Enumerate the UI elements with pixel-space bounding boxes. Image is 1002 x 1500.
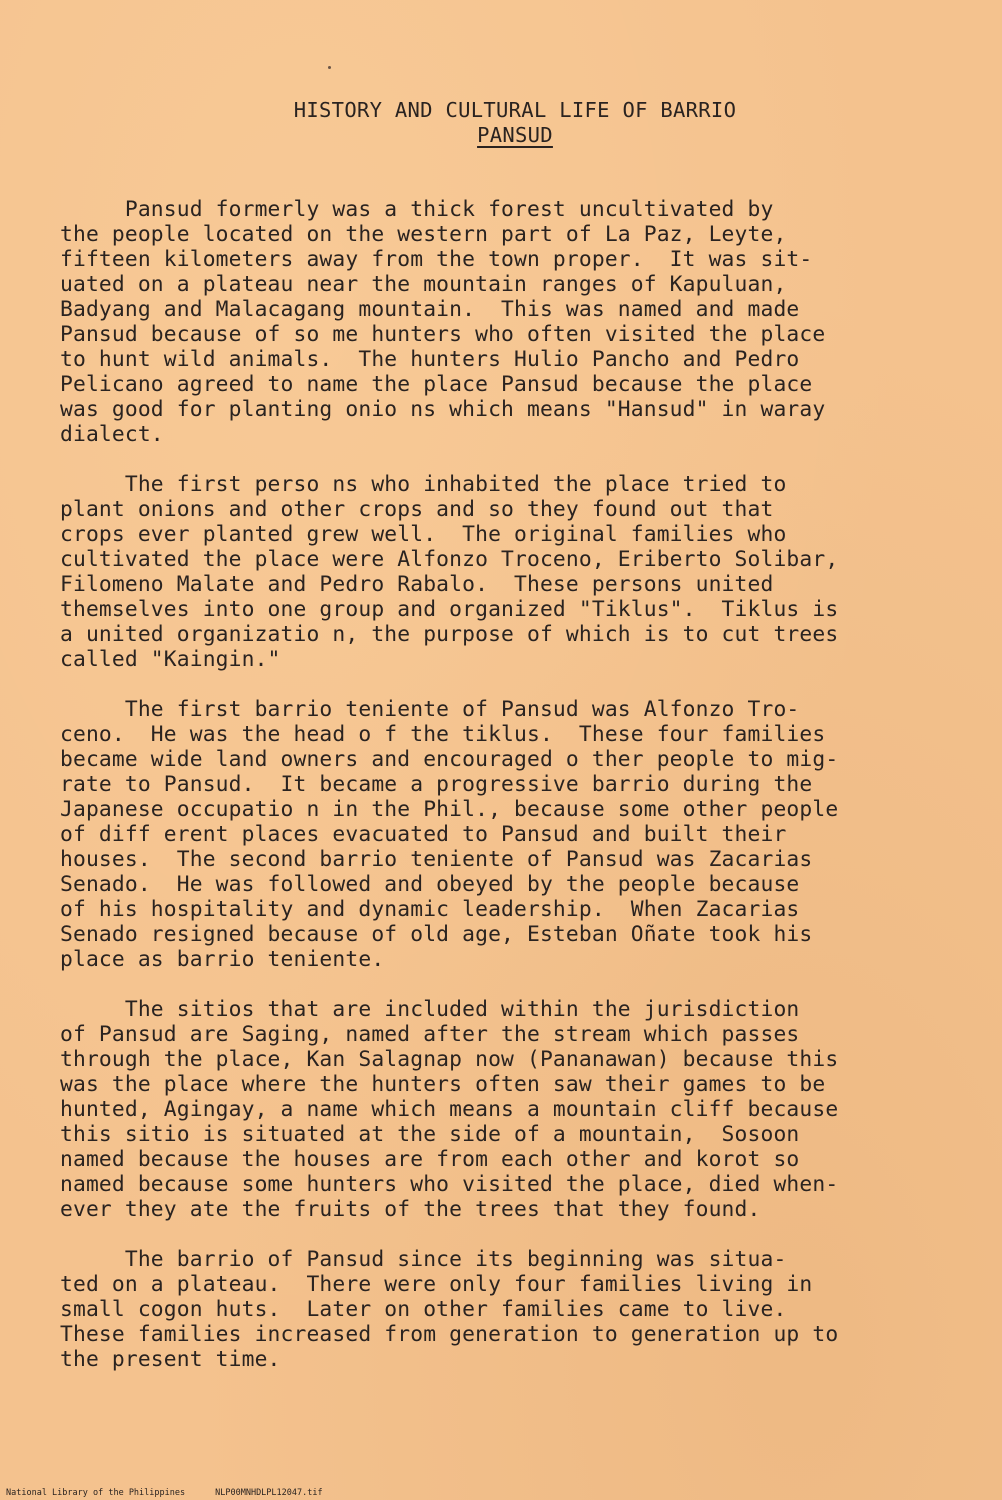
paragraph — [60, 1247, 960, 1372]
text-line: Senado resigned because of old age, Esteban Oñate took his — [60, 922, 813, 947]
paragraph — [60, 472, 960, 672]
text-line: the people located on the western part of La Paz, Leyte, — [60, 222, 787, 247]
text-line: The first barrio teniente of Pansud was Alfonzo Tro- — [60, 697, 800, 722]
paragraph — [60, 197, 960, 447]
text-line: rate to Pansud. It became a progressive barrio during the — [60, 772, 813, 797]
title-barrio-name: PANSUD — [477, 123, 553, 147]
text-line: was the place where the hunters often saw their games to be — [60, 1072, 826, 1097]
scan-footer — [6, 1488, 353, 1498]
text-line: plant onions and other crops and so they found out that — [60, 497, 774, 522]
text-line: became wide land owners and encouraged o ther people to mig- — [60, 747, 839, 772]
text-line: of Pansud are Saging, named after the stream which passes — [60, 1022, 800, 1047]
text-line: of his hospitality and dynamic leadership. When Zacarias — [60, 897, 800, 922]
text-line: to hunt wild animals. The hunters Hulio Pancho and Pedro — [60, 347, 800, 372]
text-line: These families increased from generation to generation up to — [60, 1322, 839, 1347]
text-line: Filomeno Malate and Pedro Rabalo. These persons united — [60, 572, 774, 597]
text-line: fifteen kilometers away from the town proper. It was sit- — [60, 247, 813, 272]
text-line: Badyang and Malacagang mountain. This was named and made — [60, 297, 800, 322]
text-line: called "Kaingin." — [60, 647, 281, 672]
title-line-1: HISTORY AND CULTURAL LIFE OF BARRIO — [293, 98, 737, 122]
document-title — [0, 98, 1002, 148]
text-line: Japanese occupatio n in the Phil., because some other people — [60, 797, 839, 822]
footer-filename: NLP00MNHDLPL12047.tif — [215, 1488, 323, 1498]
text-line: cultivated the place were Alfonzo Troceno, Eriberto Solibar, — [60, 547, 839, 572]
text-line: named because some hunters who visited the place, died when- — [60, 1172, 839, 1197]
text-line: themselves into one group and organized "Tiklus". Tiklus is — [60, 597, 839, 622]
text-line: crops ever planted grew well. The original families who — [60, 522, 787, 547]
text-line: was good for planting onio ns which means "Hansud" in waray — [60, 397, 826, 422]
title-line-2 — [0, 123, 1002, 148]
text-line: the present time. — [60, 1347, 281, 1372]
text-line: Senado. He was followed and obeyed by the people because — [60, 872, 800, 897]
text-line: dialect. — [60, 422, 164, 447]
text-line: Pansud because of so me hunters who often visited the place — [60, 322, 826, 347]
footer-library: National Library of the Philippines — [6, 1488, 186, 1498]
text-line: place as barrio teniente. — [60, 947, 385, 972]
text-line: uated on a plateau near the mountain ranges of Kapuluan, — [60, 272, 787, 297]
text-line: hunted, Agingay, a name which means a mountain cliff because — [60, 1097, 839, 1122]
text-line: The sitios that are included within the jurisdiction — [60, 997, 800, 1022]
paragraph — [60, 997, 960, 1222]
paragraph — [60, 697, 960, 972]
text-line: ted on a plateau. There were only four families living in — [60, 1272, 813, 1297]
text-line: through the place, Kan Salagnap now (Pananawan) because this — [60, 1047, 839, 1072]
text-line: ever they ate the fruits of the trees that they found. — [60, 1197, 761, 1222]
text-line: Pelicano agreed to name the place Pansud because the place — [60, 372, 813, 397]
text-line: this sitio is situated at the side of a mountain, Sosoon — [60, 1122, 800, 1147]
document-body — [60, 197, 960, 1397]
text-line: small cogon huts. Later on other families came to live. — [60, 1297, 787, 1322]
text-line: of diff erent places evacuated to Pansud and built their — [60, 822, 787, 847]
text-line: a united organizatio n, the purpose of which is to cut trees — [60, 622, 839, 647]
text-line: ceno. He was the head o f the tiklus. These four families — [60, 722, 826, 747]
ink-dot — [328, 66, 331, 69]
text-line: The barrio of Pansud since its beginning was situa- — [60, 1247, 787, 1272]
text-line: named because the houses are from each other and korot so — [60, 1147, 800, 1172]
text-line: Pansud formerly was a thick forest uncultivated by — [60, 197, 774, 222]
text-line: houses. The second barrio teniente of Pansud was Zacarias — [60, 847, 813, 872]
text-line: The first perso ns who inhabited the place tried to — [60, 472, 787, 497]
